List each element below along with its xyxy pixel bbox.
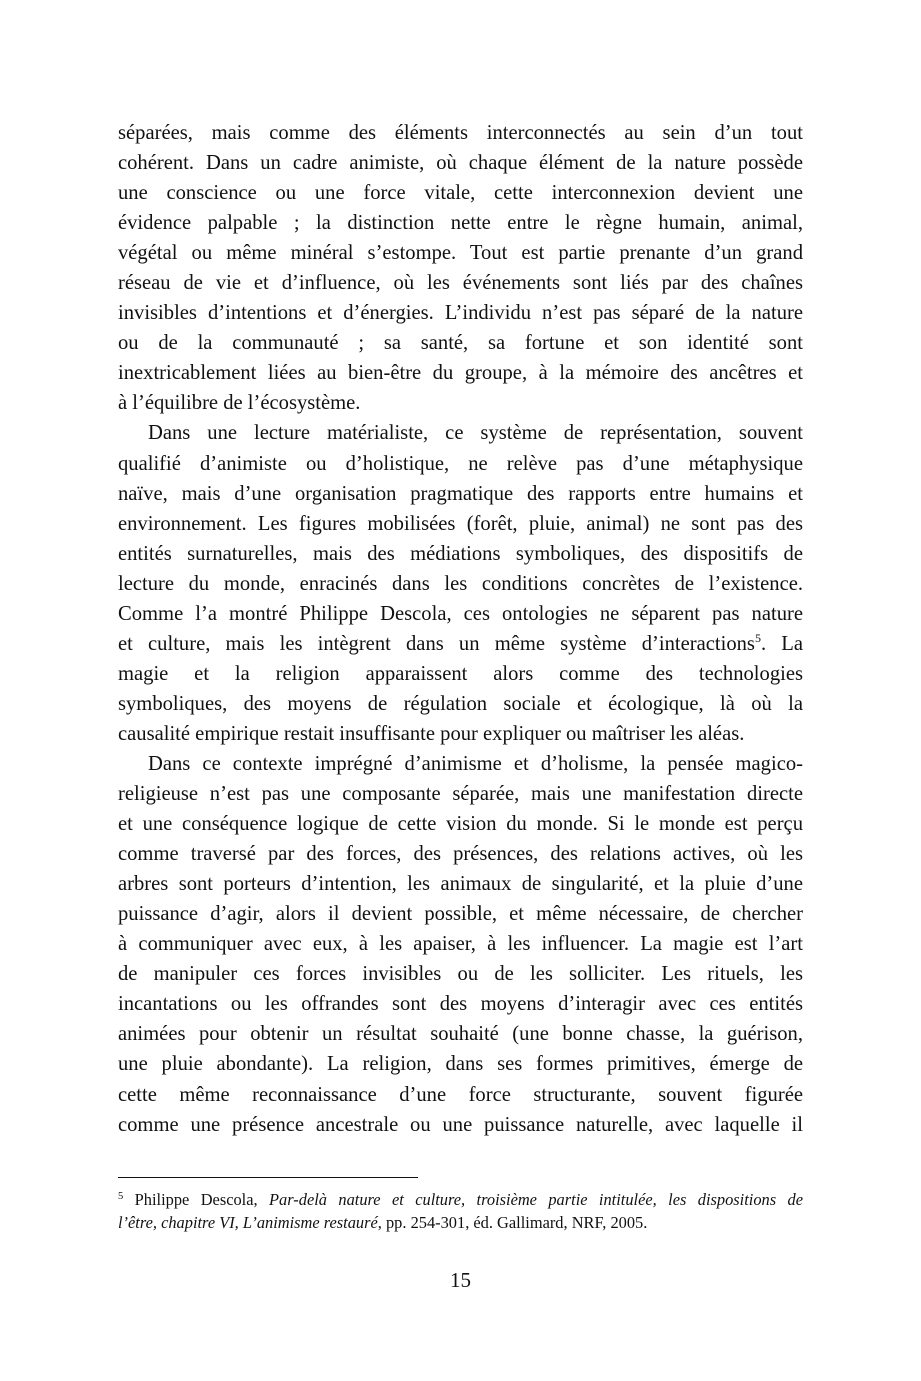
text-line: comme traversé par des forces, des présences, des relations actives, où les — [118, 843, 803, 866]
text-line: cette même reconnaissance d’une force structurante, souvent figurée — [118, 1083, 803, 1106]
text-line: naïve, mais d’une organisation pragmatique des rapports entre humains et — [118, 482, 803, 505]
text-line: Dans une lecture matérialiste, ce système de représentation, souvent — [148, 422, 803, 445]
text-line: symboliques, des moyens de régulation sociale et écologique, là où la — [118, 692, 803, 715]
text-line: causalité empirique restait insuffisante pour expliquer ou maîtriser les aléas. — [118, 722, 745, 745]
footnote-reference[interactable]: 5 — [754, 630, 761, 645]
paragraph-2 — [118, 418, 803, 749]
text-line: lecture du monde, enracinés dans les conditions concrètes de l’existence. — [118, 572, 803, 595]
footnote-separator — [118, 1177, 418, 1178]
text-line-with-footnote-ref — [118, 629, 803, 659]
text-line: une conscience ou une force vitale, cette interconnexion devient une — [118, 182, 803, 205]
text-line: réseau de vie et d’influence, où les événements sont liés par des chaînes — [118, 272, 803, 295]
paragraph-3 — [118, 749, 803, 1140]
text-line: animées pour obtenir un résultat souhaité (une bonne chasse, la guérison, — [118, 1023, 803, 1046]
text-line: cohérent. Dans un cadre animiste, où chaque élément de la nature possède — [118, 152, 803, 175]
text-line: de manipuler ces forces invisibles ou de les solliciter. Les rituels, les — [118, 963, 803, 986]
text-line: inextricablement liées au bien-être du groupe, à la mémoire des ancêtres et — [118, 362, 803, 385]
footnote-citation: , pp. 254-301, éd. Gallimard, NRF, 2005. — [377, 1212, 648, 1232]
text-line: invisibles d’intentions et d’énergies. L’individu n’est pas séparé de la nature — [118, 302, 803, 325]
text-line: environnement. Les figures mobilisées (forêt, pluie, animal) ne sont pas des — [118, 512, 803, 535]
footnote-title: Par-delà nature et culture, troisième partie intitulée, les dispositions de — [269, 1190, 803, 1209]
text-line: évidence palpable ; la distinction nette entre le règne humain, animal, — [118, 212, 803, 235]
text-line: entités surnaturelles, mais des médiations symboliques, des dispositifs de — [118, 542, 803, 565]
page-body — [118, 118, 803, 1140]
text-line: arbres sont porteurs d’intention, les animaux de singularité, et la pluie d’une — [118, 873, 803, 896]
text-line: incantations ou les offrandes sont des moyens d’interagir avec ces entités — [118, 993, 803, 1016]
footnote-author: Philippe Descola, — [123, 1190, 270, 1209]
text-line: puissance d’agir, alors il devient possible, et même nécessaire, de chercher — [118, 903, 803, 926]
text-line: à l’équilibre de l’écosystème. — [118, 392, 361, 415]
footnote-line — [118, 1212, 803, 1235]
text-line: et une conséquence logique de cette vision du monde. Si le monde est perçu — [118, 813, 803, 836]
text-line: une pluie abondante). La religion, dans ses formes primitives, émerge de — [118, 1053, 803, 1076]
text-line: magie et la religion apparaissent alors comme des technologies — [118, 662, 803, 685]
text-line: ou de la communauté ; sa santé, sa fortune et son identité sont — [118, 332, 803, 355]
page-number: 15 — [450, 1268, 471, 1292]
footnote-number: 5 — [118, 1191, 124, 1202]
paragraph-1 — [118, 118, 803, 418]
text-line: séparées, mais comme des éléments interconnectés au sein d’un tout — [118, 122, 803, 144]
text-line: végétal ou même minéral s’estompe. Tout est partie prenante d’un grand — [118, 242, 803, 265]
footnote — [118, 1189, 803, 1234]
text-line: Dans ce contexte imprégné d’animisme et d’holisme, la pensée magico- — [148, 752, 803, 775]
text-line: Comme l’a montré Philippe Descola, ces ontologies ne séparent pas nature — [118, 602, 803, 625]
text-line: comme une présence ancestrale ou une puissance naturelle, avec laquelle il — [118, 1113, 803, 1136]
footnote-line — [118, 1189, 803, 1212]
text-line: qualifié d’animiste ou d’holistique, ne relève pas d’une métaphysique — [118, 452, 803, 475]
text-line: à communiquer avec eux, à les apaiser, à les influencer. La magie est l’art — [118, 933, 803, 956]
footnote-title: l’être, chapitre VI, L’animisme restauré — [118, 1212, 378, 1232]
text-fragment: et culture, mais les intègrent dans un même système d’interactions — [118, 632, 755, 655]
text-fragment: . La — [760, 632, 803, 655]
text-line: religieuse n’est pas une composante séparée, mais une manifestation directe — [118, 783, 803, 806]
